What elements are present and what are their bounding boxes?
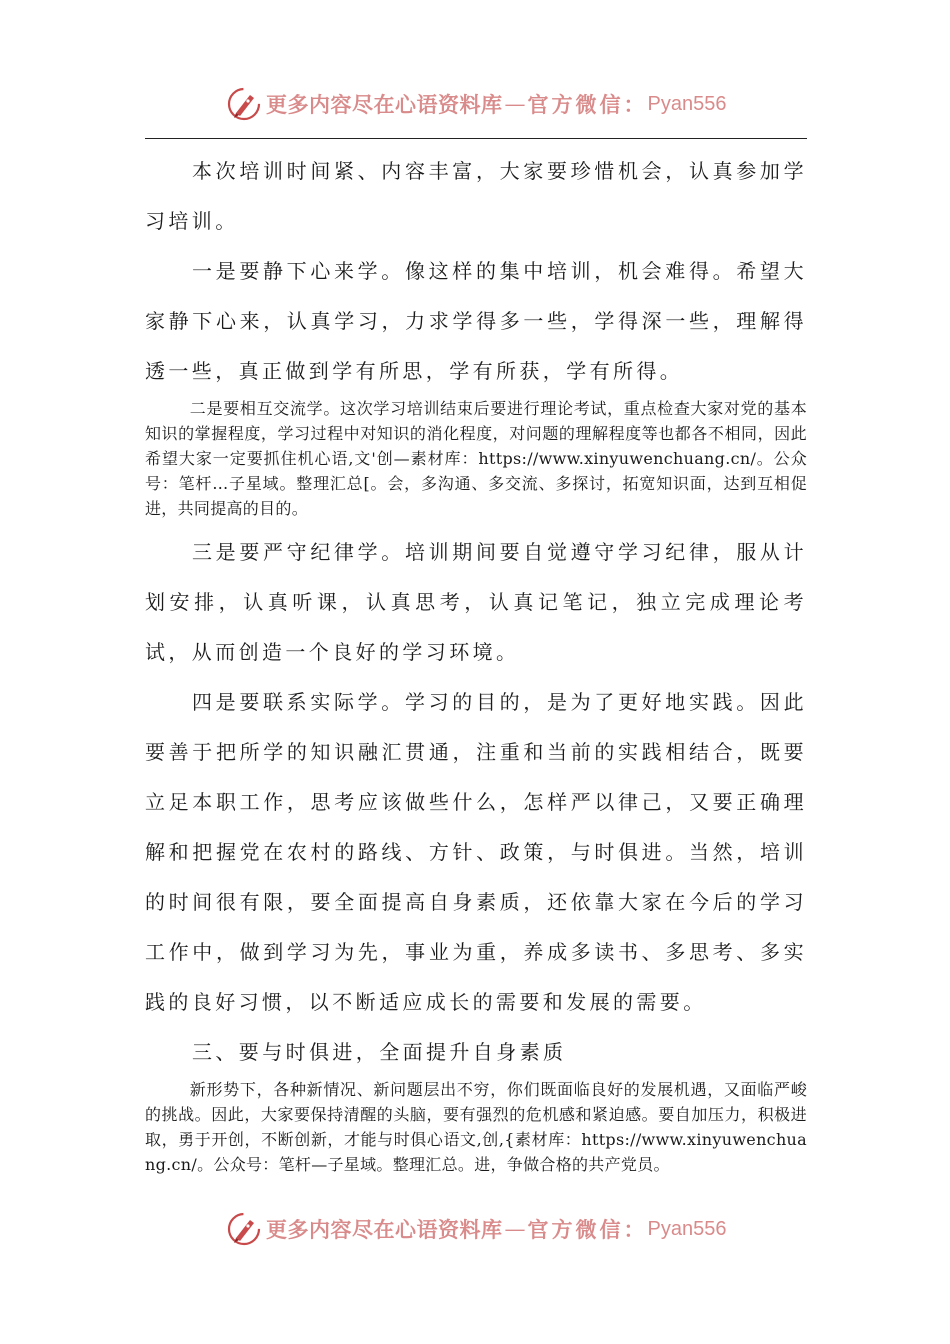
paragraph-intro: 本次培训时间紧、内容丰富，大家要珍惜机会，认真参加学习培训。: [145, 159, 807, 233]
banner-separator: —: [504, 92, 526, 116]
paragraph-point-three: 三是要严守纪律学。培训期间要自觉遵守学习纪律，服从计划安排，认真听课，认真思考，认真记笔记，独立完成理论考试，从而创造一个良好的学习环境。: [145, 540, 807, 664]
header-divider: [145, 138, 807, 139]
paragraph-point-one: 一是要静下心来学。像这样的集中培训，机会难得。希望大家静下心来，认真学习，力求学得多一些，学得深一些，理解得透一些，真正做到学有所思，学有所获，学有所得。: [145, 259, 807, 383]
banner-official-label: 官方微信：: [527, 92, 648, 117]
banner-brand: 更多内容尽在心语资料库: [266, 92, 503, 117]
banner-separator: —: [504, 1217, 526, 1241]
banner-brand: 更多内容尽在心语资料库: [266, 1217, 503, 1242]
banner-official-label: 官方微信：: [527, 1217, 648, 1242]
header-banner: [226, 82, 746, 126]
paragraph-point-two: 二是要相互交流学。这次学习培训结束后要进行理论考试，重点检查大家对党的基本知识的掌握程度，学习过程中对知识的消化程度，对问题的理解程度等也都各不相同，因此希望大家一定要抓住机心语,文'创—素材库：https://www.xinyuwenchuang.cn/。公众号：笔杆…子星域。整理汇总[。会，多沟通、多交流、多探讨，拓宽知识面，达到互相促进，共同提高的目的。: [145, 399, 807, 518]
banner-wechat-id: Pyan556: [647, 92, 727, 115]
document-body: [145, 146, 807, 1177]
footer-banner: [226, 1207, 746, 1251]
banner-wechat-id: Pyan556: [647, 1217, 727, 1240]
pen-logo-icon: [226, 1211, 262, 1247]
pen-logo-icon: [226, 86, 262, 122]
paragraph-new-situation: 新形势下，各种新情况、新问题层出不穷，你们既面临良好的发展机遇，又面临严峻的挑战。因此，大家要保持清醒的头脑，要有强烈的危机感和紧迫感。要自加压力，积极进取，勇于开创，不断创新，才能与时俱心语文,创,{素材库：https://www.xinyuwenchuang.cn/。公众号：笔杆—子星域。整理汇总。进，争做合格的共产党员。: [145, 1080, 807, 1174]
paragraph-point-four: 四是要联系实际学。学习的目的，是为了更好地实践。因此要善于把所学的知识融汇贯通，注重和当前的实践相结合，既要立足本职工作，思考应该做些什么，怎样严以律己，又要正确理解和把握党在农村的路线、方针、政策，与时俱进。当然，培训的时间很有限，要全面提高自身素质，还依靠大家在今后的学习工作中，做到学习为先，事业为重，养成多读书、多思考、多实践的良好习惯，以不断适应成长的需要和发展的需要。: [145, 690, 807, 1014]
section-heading-three: 三、要与时俱进，全面提升自身素质: [192, 1040, 567, 1064]
